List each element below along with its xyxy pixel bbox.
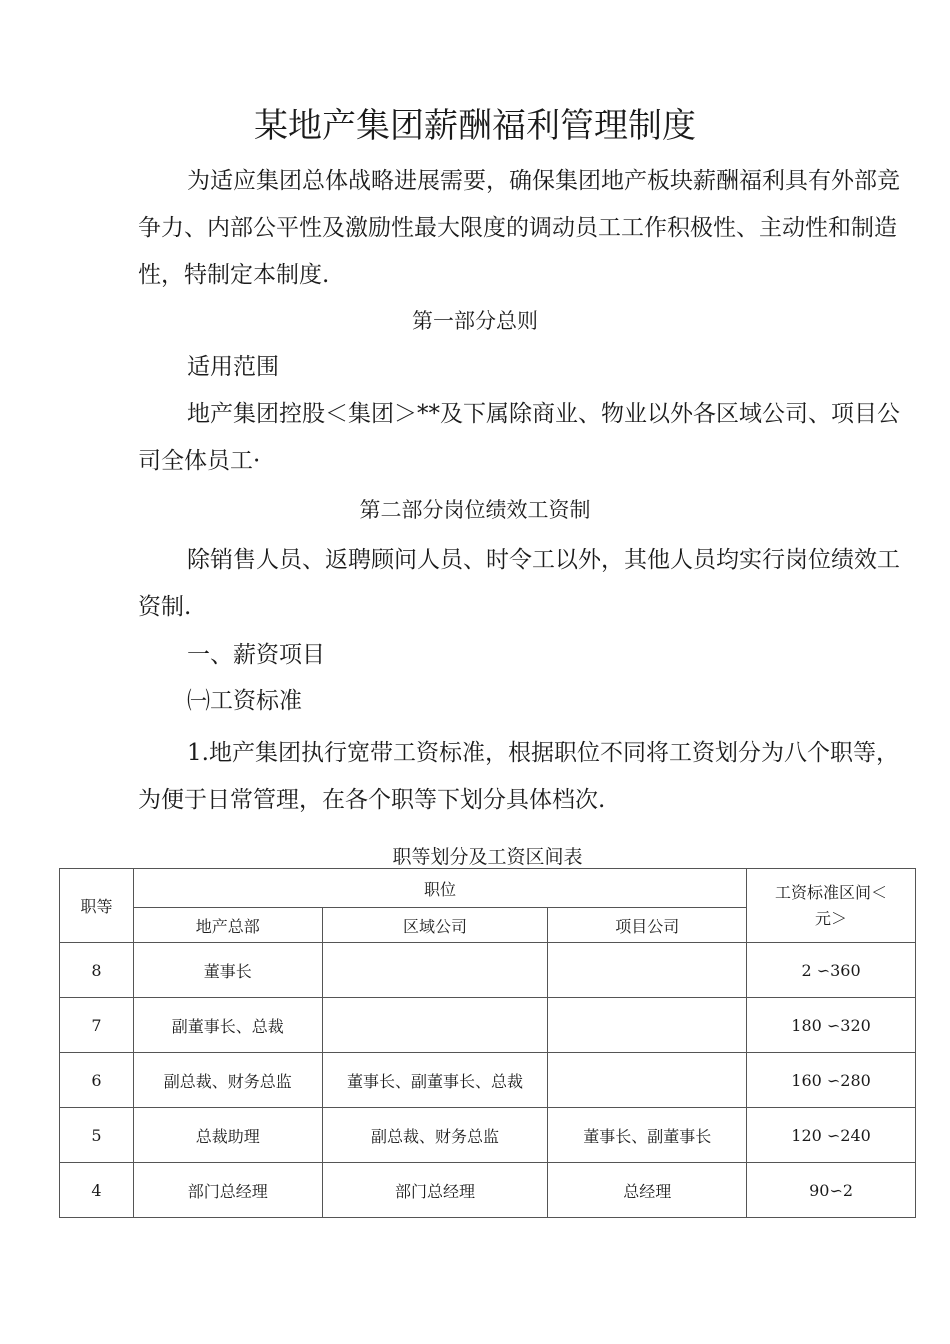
- table-row: [60, 1163, 916, 1218]
- section-heading: 一、薪资项目: [187, 642, 325, 668]
- hq-cell: 总裁助理: [133, 1108, 322, 1163]
- range-cell: 160 ∽280: [747, 1053, 916, 1108]
- table-row: [60, 998, 916, 1053]
- project-cell: 总经理: [548, 1163, 747, 1218]
- table-row: [60, 943, 916, 998]
- hq-cell: 副董事长、总裁: [133, 998, 322, 1053]
- intro-paragraph: 为适应集团总体战略进展需要，确保集团地产板块薪酬福利具有外部竞争力、内部公平性及激励性最大限度的调动员工工作积极性、主动性和制造性，特制定本制度.: [138, 168, 900, 288]
- header-grade: 职等: [60, 869, 134, 943]
- header-salary-range: 工资标准区间＜元＞: [747, 869, 916, 943]
- project-cell: 董事长、副董事长: [548, 1108, 747, 1163]
- header-project: 项目公司: [548, 908, 747, 943]
- grade-cell: 6: [60, 1053, 134, 1108]
- region-cell: 部门总经理: [322, 1163, 548, 1218]
- region-cell: [322, 943, 548, 998]
- scope-paragraph: 地产集团控股＜集团＞**及下属除商业、物业以外各区域公司、项目公司全体员工·: [138, 401, 900, 474]
- header-hq: 地产总部: [133, 908, 322, 943]
- scope-heading: 适用范围: [187, 354, 279, 380]
- region-cell: 董事长、副董事长、总裁: [322, 1053, 548, 1108]
- range-cell: 120 ∽240: [747, 1108, 916, 1163]
- range-cell: 2 ∽360: [747, 943, 916, 998]
- hq-cell: 部门总经理: [133, 1163, 322, 1218]
- grade-salary-table: [59, 868, 916, 1218]
- part1-title: 第一部分总则: [412, 309, 538, 333]
- subsection-heading: ㈠工资标准: [187, 688, 302, 714]
- grade-cell: 7: [60, 998, 134, 1053]
- grade-cell: 8: [60, 943, 134, 998]
- header-region: 区域公司: [322, 908, 548, 943]
- range-cell: 180 ∽320: [747, 998, 916, 1053]
- region-cell: [322, 998, 548, 1053]
- project-cell: [548, 1053, 747, 1108]
- table-row: [60, 1053, 916, 1108]
- header-position: 职位: [133, 869, 746, 908]
- project-cell: [548, 943, 747, 998]
- project-cell: [548, 998, 747, 1053]
- region-cell: 副总裁、财务总监: [322, 1108, 548, 1163]
- part2-title: 第二部分岗位绩效工资制: [359, 498, 591, 522]
- table-caption: 职等划分及工资区间表: [392, 846, 583, 868]
- hq-cell: 副总裁、财务总监: [133, 1053, 322, 1108]
- part2-paragraph: 除销售人员、返聘顾问人员、时令工以外，其他人员均实行岗位绩效工资制.: [138, 547, 900, 620]
- hq-cell: 董事长: [133, 943, 322, 998]
- range-cell: 90∽2: [747, 1163, 916, 1218]
- document-title: 某地产集团薪酬福利管理制度: [254, 106, 696, 146]
- table-row: [60, 1108, 916, 1163]
- grade-cell: 4: [60, 1163, 134, 1218]
- item-paragraph: 1.地产集团执行宽带工资标准，根据职位不同将工资划分为八个职等，为便于日常管理，在各个职等下划分具体档次.: [138, 740, 899, 813]
- grade-cell: 5: [60, 1108, 134, 1163]
